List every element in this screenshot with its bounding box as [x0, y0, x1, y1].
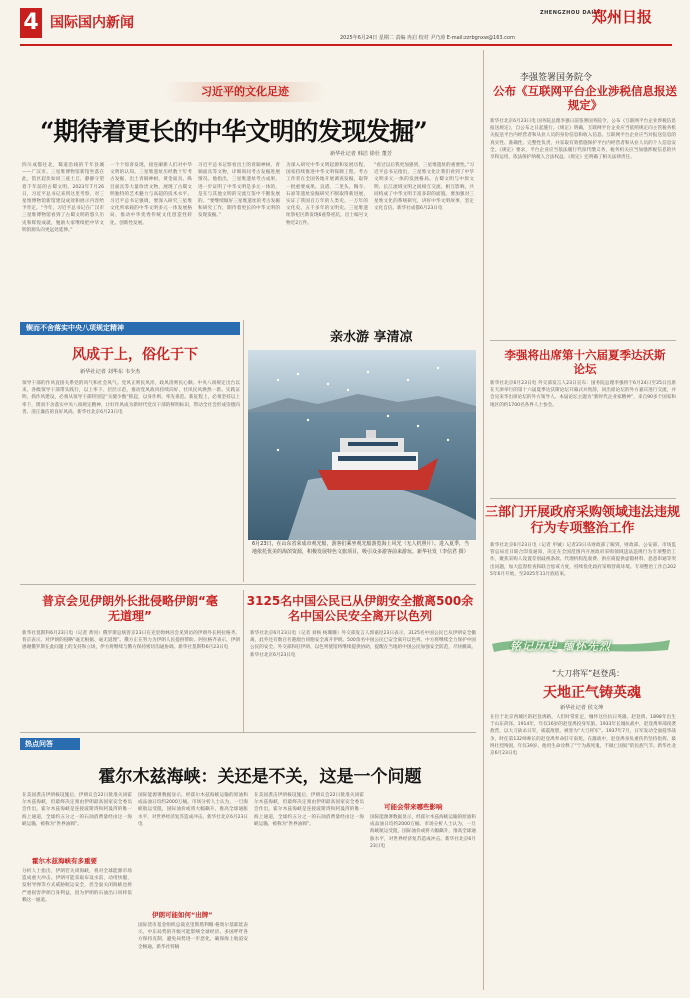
evac-body: 新华社北京6月23日电（记者 刘杨 杨珊珊）外交部发言人郭嘉昆23日表示，3125名中国公民已从伊朗安全撤离，此外还有数百名港澳台同胞安全离开伊朗。500余名中国公民已安全离开以色列。中方将继续全力保护中国公民的安全。外交部和驻伊朗、以色列使馆将继续提供协助，提醒在当地的中国公民加强安全防范，尽快撤离。新华社北京6月23日电	[250, 631, 476, 658]
left-mid-title: 风成于上，俗化于下	[72, 347, 198, 363]
lead-banner: 习近平的文化足迹	[165, 82, 325, 102]
lead-title: “期待着更长的中华文明的发现发掘”	[40, 117, 427, 146]
left-mid-body: 领导干部的作风直接关系党的风气和社会风气。党风正则民风淳，政风清则民心顺。中央八项规定出台以来，各级领导干部带头践行，以上率下、层层示范，推动党风政风持续向好，社风民风焕然一新。实践证明，抓作风建设，必须从领导干部特别是“关键少数”抓起，以身作则、率先垂范。新征程上，必须坚持以上率下，锲而不舍落实中央八项规定精神，让好作风成为新时代党员干部的鲜明标识，带动全社会形成崇德向善、清正廉洁的良好风尚。新华社北京6月23日电	[22, 381, 240, 415]
brush-banner: 铭记历史 缅怀先烈	[510, 640, 611, 653]
hot-col-1b: 分析人士指出，伊朗若关闭海峡，将对全球能源市场造成重大冲击。伊朗可能采取布设水雷、动用快艇、发射导弹等方式威胁航运安全，但全面关闭海峡也将严重损害伊朗自身利益，因为伊朗的石油出口同样依赖这一通道。	[22, 869, 132, 903]
hot-sub-3: 可能会带来哪些影响	[384, 803, 443, 811]
lead-col-1: 四川成都往北，蜀道沿线的千年县城——广汉市。三星堆博物馆新馆坐落在此，馆区起伏如同三座土丘，静静守望着千年前的古蜀文明。2023年7月26日，习近平总书记来到这里考察，对三星堆博物馆新馆建设成效和展示内容给予肯定。“今年，习近平总书记在广汉市三星堆博物馆看到了古蜀文明的悠久历史和辉煌成就，勉励大家继续把中华文明的源头向更远处延伸。”	[22, 163, 104, 233]
lead-col-2: 一个个惊喜发现，接连刷新人们对中华文明的认知。三星堆遗址历经数十年考古发掘，出土青铜神树、黄金面具、纵目面具等大量珍贵文物，展现了古蜀文明独特的艺术魅力与高超的技术水平。习近平总书记强调，要深入研究三星堆文化所承载的中华文明多元一体发展格局，推动中华优秀传统文化创造性转化、创新性发展。	[110, 163, 192, 226]
rm-divider	[490, 498, 676, 499]
hot-divider	[20, 732, 476, 733]
lead-col-4: 为深入研究中华文明起源和发展历程，国家持续推进中华文明探源工程。考古工作者在全国各地开展调查发掘，取得一批重要成果。良渚、二里头、陶寺、石峁等遗址发掘研究不断取得新进展，实证了我国百万年的人类史、一万年的文化史、五千多年的文明史。三星堆遗址祭祀区新发现6座祭祀坑，出土编号文物近2万件。	[286, 163, 368, 226]
rt-kicker: 李强签署国务院令	[520, 73, 593, 83]
rm-body: 新华社北京6月23日电 外交部发言人23日宣布：国务院总理李强将于6月24日至25日出席在天津举行的第十六届夏季达沃斯论坛开幕式并致辞，同出席论坛的外方嘉宾进行交流，并会见来华出席论坛的外方领导人。本届论坛主题为“新时代企业家精神”，来自90多个国家和地区的约1700名各界人士参会。	[490, 381, 676, 408]
putin-body: 新华社莫斯科6月23日电（记者 黄河）俄罗斯总统普京23日在克里姆林宫会见到访的伊朗外长阿拉格齐。普京表示，对伊朗的侵略“毫无根据、毫无道理”。俄方正在努力为伊朗人民提供帮助。阿拉格齐表示，伊朗感谢俄罗斯在此问题上的支持和立场，伊方将继续与俄方保持密切沟通协调。新华社莫斯科6月23日电	[22, 631, 240, 651]
page-number: 4	[20, 8, 42, 38]
mid-divider	[243, 320, 244, 582]
lead-byline: 新华社记者 韩洁 徐壮 董芳	[330, 151, 393, 157]
rb-title: 天地正气铸英魂	[543, 685, 641, 701]
hot-col-4: 国际能源署数据显示，经霍尔木兹海峡运输的原油和成品油日均约2000万桶。市场分析人士认为，一旦海峡航运受阻，国际油价或将大幅飙升，推高全球通胀水平，对世界经济复苏造成冲击。新华社北京6月23日电	[370, 815, 476, 849]
left-mid-tag: 锲而不舍落实中央八项规定精神	[20, 322, 240, 335]
evac-title: 3125名中国公民已从伊朗安全撤离500余名中国公民安全离开以色列	[246, 594, 474, 623]
hot-col-1: 在美国袭击伊朗核设施后，伊朗议会22日批准关闭霍尔木兹海峡，但最终决定须由伊朗最高国家安全委员会作出。霍尔木兹海峡是连接波斯湾和阿曼湾的唯一海上通道，全球约五分之一的石油消费量经由这一海峡运输，被称为“世界油阀”。	[22, 793, 132, 827]
rl-title: 三部门开展政府采购领域违法违规行为专项整治工作	[485, 505, 681, 536]
left-mid-byline: 新华社记者 刘华东 韦少杰	[80, 369, 141, 375]
hot-title: 霍尔木兹海峡：关还是不关，这是一个问题	[98, 767, 422, 787]
hot-sub-1: 霍尔木兹海峡有多重要	[32, 857, 97, 865]
rt-divider	[490, 340, 676, 341]
ferry-photo	[248, 350, 476, 540]
lower-mid-divider	[243, 590, 244, 732]
photo-caption: 6月23日，在山东省荣成市观光船，游客们乘坐观光船游览海上风光（无人机照片）。进入夏季，当地依托优美的海滨资源，积极发展特色文旅项目，吸引众多游客前来游玩。新华社发（李信君 摄）	[252, 541, 470, 555]
rm-title: 李强将出席第十六届夏季达沃斯论坛	[504, 348, 666, 376]
header-rule	[20, 44, 672, 46]
lead-col-3: 习近平总书记察看出土的青铜神树、青铜面具等文物，详细询问考古发掘进展情况。他指出，三星堆遗址考古成果，进一步证明了中华文明是多元一体的，是在与其他文明的交流互鉴中不断发展的。“要继续做好三星堆遗址的考古发掘和研究工作，期待着更长的中华文明的发现发掘。”	[198, 163, 280, 219]
lower-divider	[20, 584, 476, 585]
rl-body: 新华社北京6月23日电（记者 申铖）记者23日从财政部了解到，财政部、公安部、市场监管总局近日联合印发通知，决定在全国范围内开展政府采购领域违法违规行为专项整治工作，聚焦采购人设置差别歧视条款、代理机构乱收费、供应商提供虚假材料、恶意串通等突出问题，加大监督检查和联合惩戒力度，持续优化政府采购营商环境。专项整治工作自2025年6月开始，至2025年11月底结束。	[490, 543, 676, 577]
paper-name-en: ZHENGZHOU DAILY	[540, 10, 601, 16]
hot-sub-2: 伊朗可能如何“出牌”	[152, 911, 213, 919]
section-title: 国际国内新闻	[50, 15, 134, 31]
rb-body: 在位于北京西城区的赵登禹路，人们时常驻足，缅怀这位抗日英雄。赵登禹，1898年出生于山东菏泽。1914年，年仅16岁的赵登禹投身军旅。1933年长城抗战中，赵登禹率部夜袭敌营，以大刀砍杀日军，威震敌胆，被誉为“大刀将军”。1937年7月，日军发动全面侵华战争，时任第132师师长的赵登禹奉命驻守南苑。在激战中，赵登禹身负重伤仍坚持指挥，最终壮烈殉国，年仅39岁。他用生命诠释了“宁为战死鬼，不做亡国奴”的民族气节。新华社北京6月23日电	[490, 715, 676, 757]
hot-tag: 热点问答	[20, 738, 80, 750]
rb-kicker: “大刀将军”赵登禹：	[552, 669, 625, 678]
putin-title: 普京会见伊朗外长批侵略伊朗“毫无道理”	[42, 594, 218, 623]
hot-col-2b: 国际货币基金组织总裁克里斯塔利娜·格奥尔基耶娃表示，中东局势的升级可能影响全球经济。多国呼吁各方保持克制，避免局势进一步恶化，确保海上航道安全畅通。新华社特稿	[138, 923, 248, 950]
hot-col-2: 国际能源署数据显示，经霍尔木兹海峡运输的原油和成品油日均约2000万桶。市场分析人士认为，一旦海峡航运受阻，国际油价或将大幅飙升，推高全球通胀水平，对世界经济复苏造成冲击。新华社北京6月23日电	[138, 793, 248, 827]
paper-logo: 郑州日报	[592, 8, 653, 26]
dateline: 2025年6月24日 星期二 责编 冉启 校对 尹乃涛 E-mail:zzrbgnxw@163.com	[340, 35, 515, 41]
rt-body: 新华社北京6月23日电 国务院总理李强日前签署国务院令，公布《互联网平台企业涉税信息报送规定》，自公布之日起施行。《规定》明确，互联网平台企业应当依照规定向主管税务机关报送平台内经营者和从业人员的身份信息和收入信息。互联网平台企业应当对报送信息的真实性、准确性、完整性负责，并采取有效措施保护平台内经营者和从业人员的个人信息安全。《规定》要求，平台企业应当依法履行代扣代缴义务，税务机关应当加强涉税信息的共享和运用，依法保护纳税人合法权益。《规定》还明确了相关法律责任。	[490, 119, 676, 161]
rb-byline: 新华社记者 侯文坤	[560, 705, 604, 711]
lead-col-5: “看过以后我更加感到，三星堆遗址的重要性。”习近平总书记指出，三星堆文化让我们看到了中华文明多元一体的发展格局。古蜀文明与中原文明、长江流域文明之间相互交流、相互影响，共同构成了中华文明丰富多彩的面貌。要加强对三星堆文化的系统研究，讲好中华文明故事，坚定文化自信。新华社成都6月23日电	[374, 163, 474, 212]
rt-title: 公布《互联网平台企业涉税信息报送规定》	[493, 84, 677, 112]
column-divider	[483, 50, 484, 990]
photo-title: 亲水游 享清凉	[330, 330, 413, 345]
hot-col-3: 在美国袭击伊朗核设施后，伊朗议会22日批准关闭霍尔木兹海峡，但最终决定须由伊朗最高国家安全委员会作出。霍尔木兹海峡是连接波斯湾和阿曼湾的唯一海上通道，全球约五分之一的石油消费量经由这一海峡运输，被称为“世界油阀”。	[254, 793, 364, 827]
